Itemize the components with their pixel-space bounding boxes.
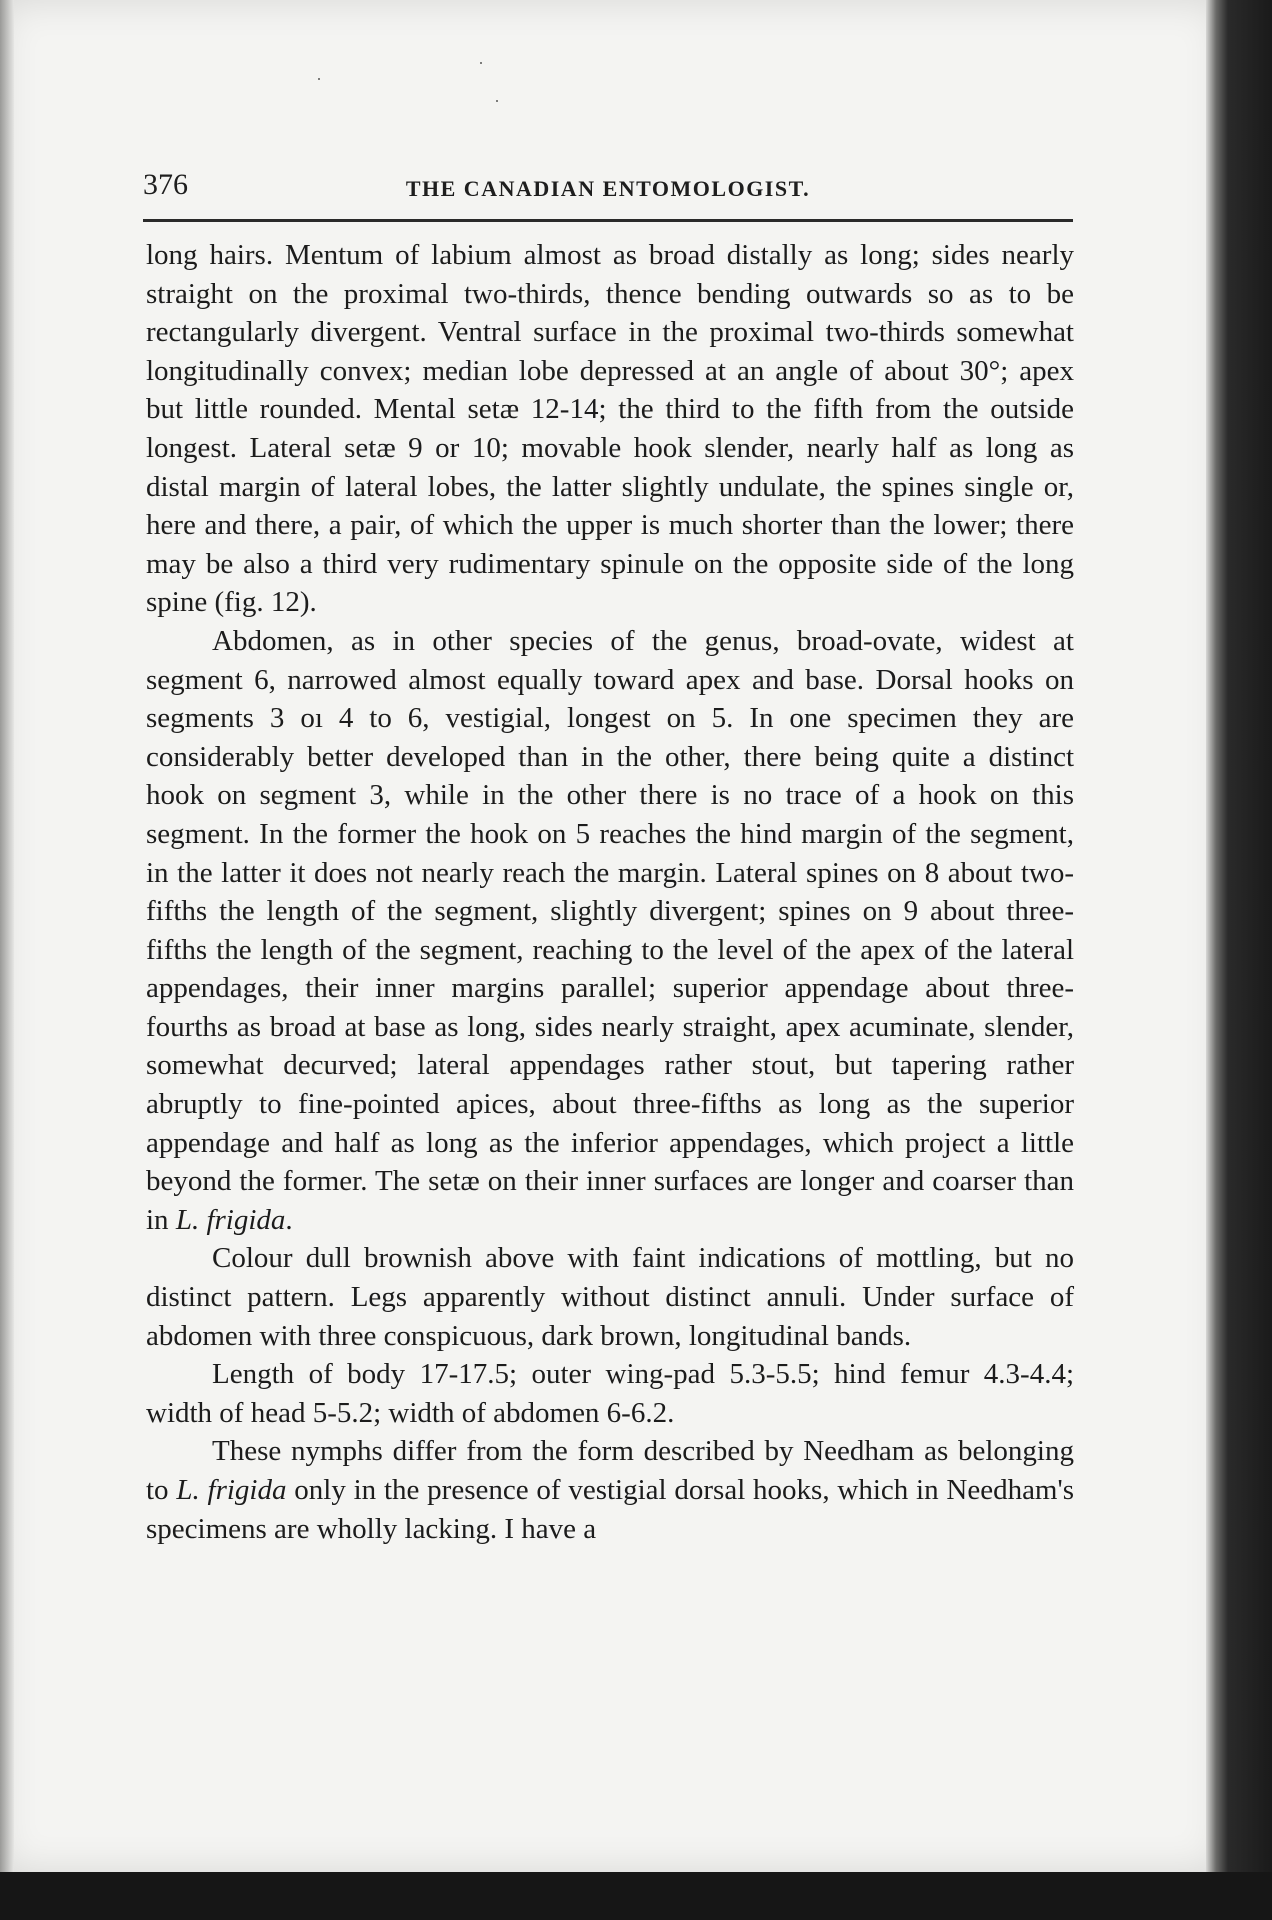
species-name: L. frigida xyxy=(176,1474,287,1506)
paragraph-length: Length of body 17-17.5; outer wing-pad 5.3-5.5; hind femur 4.3-4.4; width of head 5-5.2; width of abdomen 6-6.2. xyxy=(146,1358,1074,1429)
paragraph-comparison xyxy=(146,1432,1074,1548)
paragraph-comparison-text-b: only in the presence of vestigial dorsal hooks, which in Needham's specimens are wholly lacking. I have a xyxy=(146,1474,1075,1545)
body-text xyxy=(146,236,1074,1548)
page-number: 376 xyxy=(143,168,188,201)
scan-speck xyxy=(318,78,320,80)
page-header xyxy=(143,168,1073,212)
scan-speck xyxy=(496,100,498,102)
page-left-edge xyxy=(0,0,14,1872)
paragraph-comparison-text-a: These nymphs differ from the form described by Needham as belonging to xyxy=(146,1435,1074,1506)
species-name: L. frigida xyxy=(175,1203,286,1236)
book-binding-edge xyxy=(1206,0,1272,1920)
header-rule xyxy=(143,219,1073,222)
scan-speck xyxy=(480,62,482,64)
paragraph-mentum: long hairs. Mentum of labium almost as broad distally as long; sides nearly straight on the proximal two-thirds, thence bending outwards so as to be rectangularly divergent. Ventral surface in the proximal two-thirds somewhat longitudinally convex; median lobe depressed at an angle of about 30°; apex but little rounded. Mental setæ 12-14; the third to the fifth from the outside longest. Lateral setæ 9 or 10; movable hook slender, nearly half as long as distal margin of lateral lobes, the latter slightly undulate, the spines single or, here and there, a pair, of which the upper is much shorter than the lower; there may be also a third very rudimentary spinule on the opposite side of the long spine (fig. 12). xyxy=(146,239,1074,619)
paragraph-abdomen-text: Abdomen, as in other species of the genus, broad-ovate, widest at segment 6, narrowed almost equally toward apex and base. Dorsal hooks on segments 3 oı 4 to 6, vestigial, longest on 5. In one specimen they are considerably better developed than in the other, there being quite a distinct hook on segment 3, while in the other there is no trace of a hook on this segment. In the former the hook on 5 reaches the hind margin of the segment, in the latter it does not nearly reach the margin. Lateral spines on 8 about two-fifths the length of the segment, slightly divergent; spines on 9 about three-fifths the length of the segment, reaching to the level of the apex of the lateral appendages, their inner margins parallel; superior appendage about three-fourths as broad at base as long, sides nearly straight, apex acuminate, slender, somewhat decurved; lateral appendages rather stout, but tapering rather abruptly to fine-pointed apices, about three-fifths as long as the superior appendage and half as long as the inferior appendages, which project a little beyond the former. The setæ on their inner surfaces are longer and coarser than in xyxy=(146,624,1074,1236)
paragraph-colour: Colour dull brownish above with faint indications of mottling, but no distinct pattern. Legs apparently without distinct annuli. Under surface of abdomen with three conspicuous, dark brown, longitudinal bands. xyxy=(146,1242,1074,1352)
paragraph-abdomen: Abdomen, as in other species of the genus, broad-ovate, widest at segment 6, narrowed almost equally toward apex and base. Dorsal hooks on segments 3 oı 4 to 6, vestigial, longest on 5. In one specimen they are considerably better developed than in the other, there being quite a distinct hook on segment 3, while in the other there is no trace of a hook on this segment. In the former the hook on 5 reaches the hind margin of the segment, in the latter it does not nearly reach the margin. Lateral spines on 8 about two-fifths the length of the segment, slightly divergent; spines on 9 about three-fifths the length of the segment, reaching to the level of the apex of the lateral appendages, their inner margins parallel; superior appendage about three-fourths as broad at base as long, sides nearly straight, apex acuminate, slender, somewhat decurved; lateral appendages rather stout, but tapering rather abruptly to fine-pointed apices, about three-fifths as long as the superior appendage and half as long as the inferior appendages, which project a little beyond the former. The setæ on their inner surfaces are longer and coarser than in L. frigida. xyxy=(146,624,1074,1236)
scan-bottom-edge xyxy=(0,1872,1272,1920)
running-title: THE CANADIAN ENTOMOLOGIST. xyxy=(405,176,811,201)
